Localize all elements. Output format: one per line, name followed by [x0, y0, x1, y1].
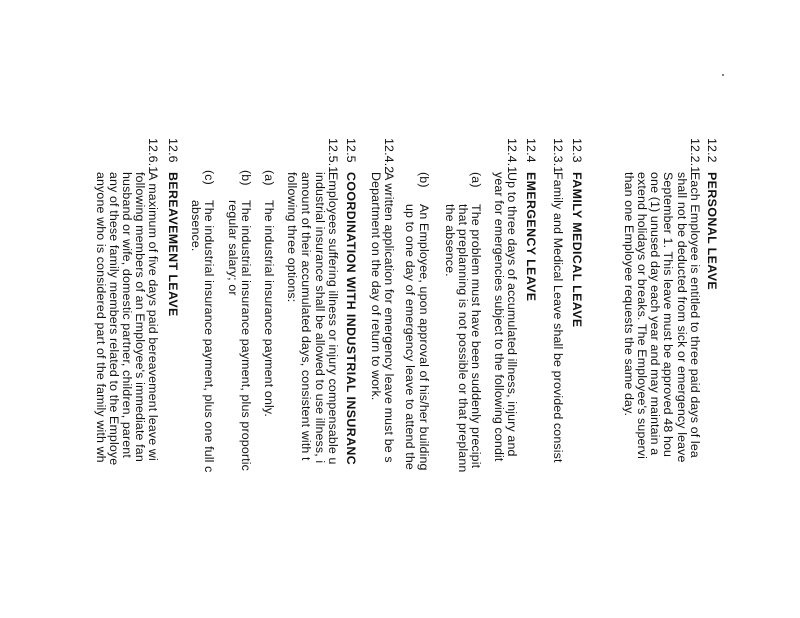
section-number-s12-6: 12.6 [166, 138, 180, 163]
paragraph-line: September 1. This leave must be approved 48 hou [661, 172, 675, 458]
paragraph-line: Employees suffering illness or injury compensable u [326, 172, 340, 465]
item-label-s12-5-1-c: (c) [202, 170, 216, 185]
paragraph-line: Up to three days of accumulated illness, injury and [505, 172, 519, 457]
paragraph-line: than one Employee requests the same day. [622, 172, 636, 417]
paragraph-line: up to one day of emergency leave to attend the [403, 204, 417, 470]
paragraph-line: Family and Medical Leave shall be provided consist [551, 172, 565, 463]
paragraph-line: The problem must have been suddenly precipit [469, 204, 483, 469]
section-number-s12-3-1: 12.3.1 [551, 138, 565, 174]
section-number-s12-4: 12.4 [524, 138, 538, 163]
section-heading-s12-4: EMERGENCY LEAVE [524, 172, 538, 302]
section-heading-s12-2: PERSONAL LEAVE [705, 172, 719, 291]
scan-speck [722, 74, 724, 76]
section-number-s12-4-2: 12.4.2 [382, 138, 396, 174]
paragraph-line: A maximum of five days paid bereavement leave wi [146, 172, 160, 461]
paragraph-line: The industrial insurance payment only. [262, 200, 276, 417]
paragraph-line: one (1) unused day each year and may maintain a [648, 172, 662, 456]
paragraph-line: The industrial insurance payment, plus one full c [202, 200, 216, 473]
paragraph-line: industrial insurance shall be allowed to use illness, i [313, 172, 327, 464]
item-label-s12-5-1-b: (b) [239, 170, 253, 186]
section-number-s12-5-1: 12.5.1 [326, 138, 340, 174]
section-heading-s12-6: BEREAVEMENT LEAVE [166, 172, 180, 317]
paragraph-line: the absence. [443, 204, 457, 277]
section-number-s12-2: 12.2 [705, 138, 719, 163]
item-label-s12-4-1-b: (b) [417, 172, 431, 188]
paragraph-line: An Employee, upon approval of his/her building [417, 204, 431, 471]
section-number-s12-6-1: 12.6.1 [146, 138, 160, 174]
section-heading-s12-3: FAMILY MEDICAL LEAVE [570, 172, 584, 328]
paragraph-line: absence. [189, 200, 203, 252]
section-number-s12-3: 12.3 [570, 138, 584, 163]
item-label-s12-5-1-a: (a) [262, 170, 276, 186]
section-number-s12-2-1: 12.2.1 [688, 138, 702, 174]
section-number-s12-4-1: 12.4.1 [505, 138, 519, 174]
paragraph-line: regular salary; or [226, 200, 240, 296]
paragraph-line: shall not be deducted from sick or emergency leave [675, 172, 689, 463]
paragraph-line: following three options: [285, 172, 299, 303]
section-heading-s12-5: COORDINATION WITH INDUSTRIAL INSURANC [344, 172, 358, 466]
paragraph-line: The industrial insurance payment, plus proportic [239, 200, 253, 471]
section-number-s12-5: 12.5 [344, 138, 358, 163]
paragraph-line: that preplanning is not possible or that preplann [456, 204, 470, 473]
paragraph-line: anyone who is considered part of the family with wh [94, 172, 108, 463]
paragraph-line: amount of their accumulated days, consistent with t [299, 172, 313, 461]
paragraph-line: extend holidays or breaks. The Employee's supervi [635, 172, 649, 460]
paragraph-line: Each Employee is entitled to three paid days of lea [688, 172, 702, 458]
paragraph-line: following members of an Employee's immediate fan [133, 172, 147, 462]
paragraph-line: Department on the day of return to work. [369, 172, 383, 401]
paragraph-line: any of these family members related to the Employe [107, 172, 121, 466]
item-label-s12-4-1-a: (a) [469, 172, 483, 188]
paragraph-line: year for emergencies subject to the following condit [492, 172, 506, 462]
paragraph-line: A written application for emergency leave must be s [382, 172, 396, 463]
paragraph-line: husband or wife, domestic partner, children, parent [120, 172, 134, 458]
